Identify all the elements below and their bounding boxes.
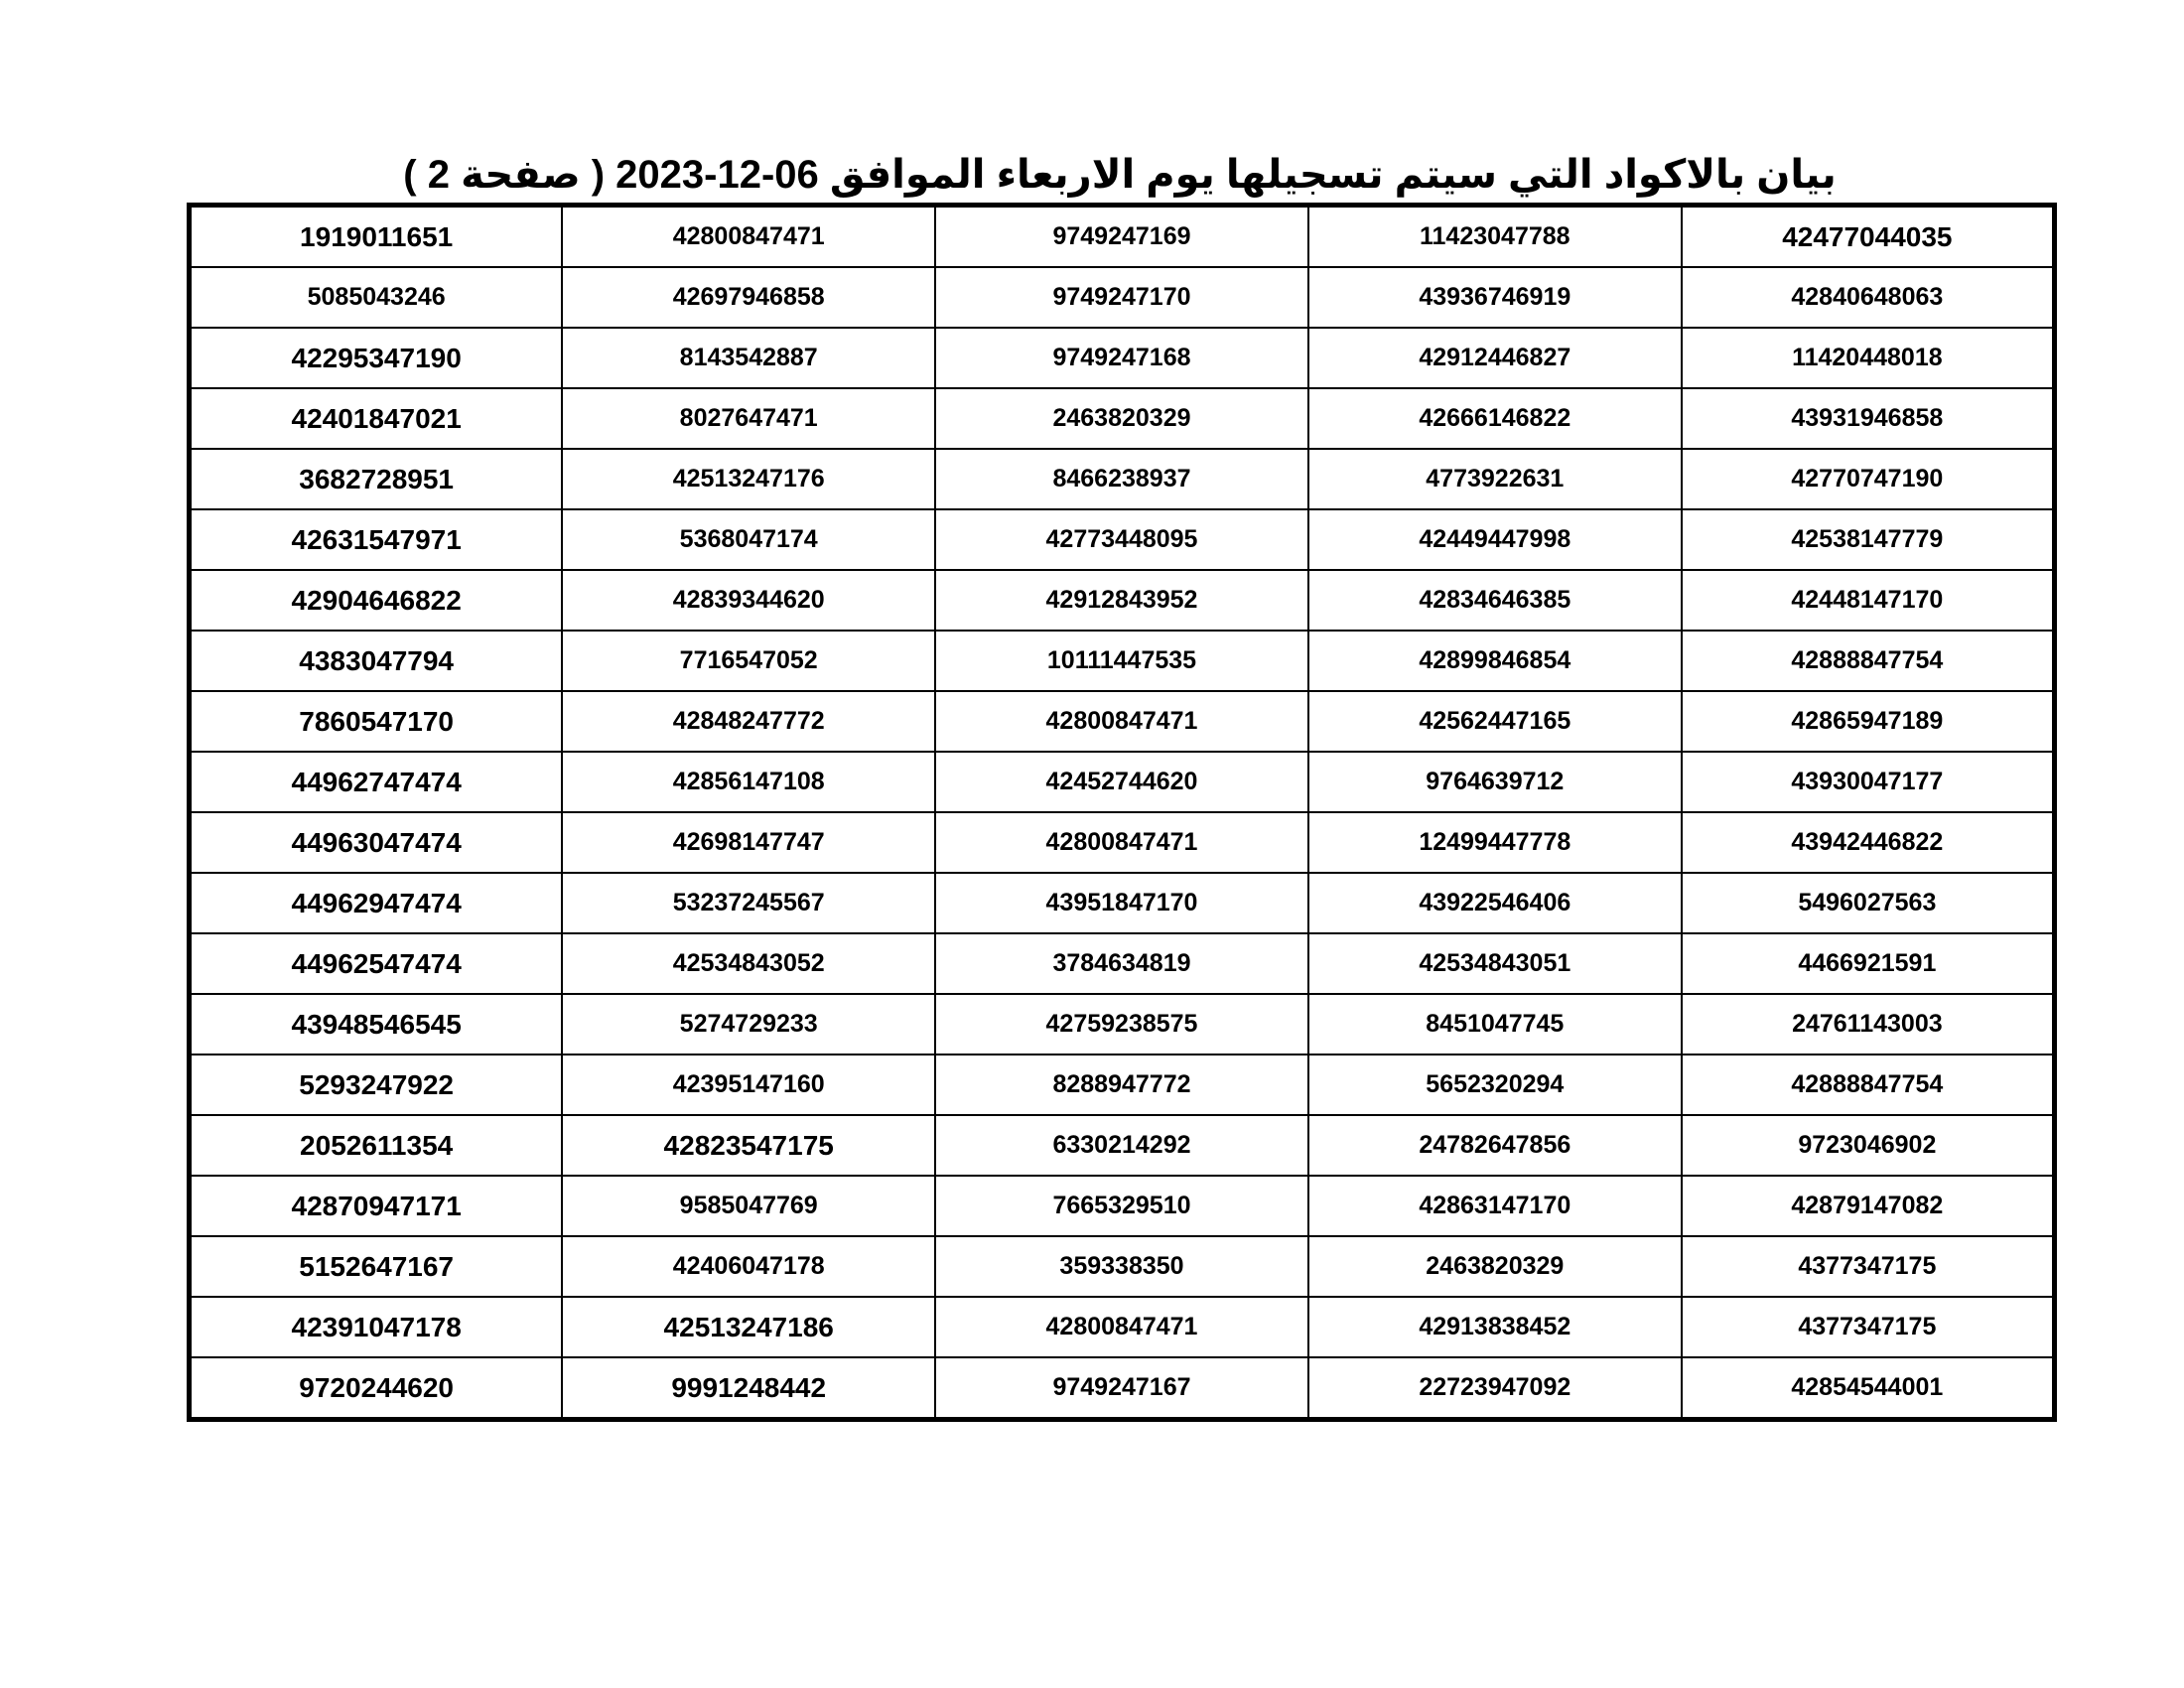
table-cell: 3682728951: [190, 449, 563, 509]
table-cell: 5368047174: [562, 509, 935, 570]
table-row: [190, 1236, 2055, 1297]
table-cell: 42904646822: [190, 570, 563, 631]
table-cell: 43922546406: [1308, 873, 1682, 933]
table-cell: 8143542887: [562, 328, 935, 388]
table-cell: 42406047178: [562, 1236, 935, 1297]
table-cell: 6330214292: [935, 1115, 1308, 1176]
table-cell: 9723046902: [1682, 1115, 2055, 1176]
table-row: [190, 449, 2055, 509]
table-cell: 42840648063: [1682, 267, 2055, 328]
table-cell: 42452744620: [935, 752, 1308, 812]
table-cell: 44963047474: [190, 812, 563, 873]
table-cell: 1919011651: [190, 206, 563, 268]
table-cell: 42800847471: [562, 206, 935, 268]
table-cell: 8288947772: [935, 1055, 1308, 1115]
table-cell: 44962547474: [190, 933, 563, 994]
table-cell: 8451047745: [1308, 994, 1682, 1055]
table-cell: 4383047794: [190, 631, 563, 691]
table-row: [190, 388, 2055, 449]
codes-table-body: [190, 206, 2055, 1420]
table-row: [190, 933, 2055, 994]
table-row: [190, 570, 2055, 631]
table-row: [190, 994, 2055, 1055]
table-cell: 4377347175: [1682, 1236, 2055, 1297]
table-row: [190, 631, 2055, 691]
table-cell: 359338350: [935, 1236, 1308, 1297]
table-cell: 10111447535: [935, 631, 1308, 691]
table-cell: 42912843952: [935, 570, 1308, 631]
table-cell: 42534843052: [562, 933, 935, 994]
table-cell: 42834646385: [1308, 570, 1682, 631]
table-cell: 42562447165: [1308, 691, 1682, 752]
table-cell: 42534843051: [1308, 933, 1682, 994]
table-cell: 9749247167: [935, 1357, 1308, 1420]
table-cell: 43936746919: [1308, 267, 1682, 328]
table-cell: 2463820329: [1308, 1236, 1682, 1297]
table-row: [190, 206, 2055, 268]
table-cell: 42823547175: [562, 1115, 935, 1176]
table-cell: 9749247170: [935, 267, 1308, 328]
table-cell: 42800847471: [935, 691, 1308, 752]
table-cell: 42770747190: [1682, 449, 2055, 509]
table-cell: 5652320294: [1308, 1055, 1682, 1115]
table-cell: 42513247186: [562, 1297, 935, 1357]
table-cell: 24782647856: [1308, 1115, 1682, 1176]
table-cell: 7665329510: [935, 1176, 1308, 1236]
table-cell: 42449447998: [1308, 509, 1682, 570]
table-cell: 42856147108: [562, 752, 935, 812]
table-cell: 8466238937: [935, 449, 1308, 509]
page-title: بيان بالاكواد التي سيتم تسجيلها يوم الاربعاء الموافق 06-12-2023 ( صفحة 2 ): [403, 153, 1837, 197]
table-cell: 42888847754: [1682, 1055, 2055, 1115]
table-cell: 4377347175: [1682, 1297, 2055, 1357]
table-cell: 42295347190: [190, 328, 563, 388]
table-cell: 42666146822: [1308, 388, 1682, 449]
table-cell: 43951847170: [935, 873, 1308, 933]
table-cell: 8027647471: [562, 388, 935, 449]
table-row: [190, 752, 2055, 812]
table-cell: 44962747474: [190, 752, 563, 812]
table-cell: 11420448018: [1682, 328, 2055, 388]
table-cell: 42401847021: [190, 388, 563, 449]
table-cell: 42697946858: [562, 267, 935, 328]
table-cell: 44962947474: [190, 873, 563, 933]
table-cell: 42448147170: [1682, 570, 2055, 631]
table-row: [190, 691, 2055, 752]
table-cell: 9764639712: [1308, 752, 1682, 812]
table-cell: 42912446827: [1308, 328, 1682, 388]
table-cell: 43930047177: [1682, 752, 2055, 812]
table-cell: 42848247772: [562, 691, 935, 752]
table-cell: 3784634819: [935, 933, 1308, 994]
table-cell: 2052611354: [190, 1115, 563, 1176]
table-cell: 43948546545: [190, 994, 563, 1055]
table-cell: 42863147170: [1308, 1176, 1682, 1236]
table-cell: 9991248442: [562, 1357, 935, 1420]
table-row: [190, 1055, 2055, 1115]
table-cell: 43931946858: [1682, 388, 2055, 449]
table-cell: 42879147082: [1682, 1176, 2055, 1236]
codes-table: [187, 203, 2057, 1422]
table-cell: 42759238575: [935, 994, 1308, 1055]
table-cell: 42913838452: [1308, 1297, 1682, 1357]
table-cell: 9749247169: [935, 206, 1308, 268]
table-cell: 24761143003: [1682, 994, 2055, 1055]
table-row: [190, 873, 2055, 933]
table-cell: 5085043246: [190, 267, 563, 328]
table-cell: 53237245567: [562, 873, 935, 933]
table-cell: 42698147747: [562, 812, 935, 873]
table-cell: 5274729233: [562, 994, 935, 1055]
table-row: [190, 509, 2055, 570]
table-cell: 42391047178: [190, 1297, 563, 1357]
table-cell: 42773448095: [935, 509, 1308, 570]
table-cell: 9720244620: [190, 1357, 563, 1420]
table-cell: 42899846854: [1308, 631, 1682, 691]
table-cell: 42854544001: [1682, 1357, 2055, 1420]
table-cell: 2463820329: [935, 388, 1308, 449]
table-cell: 12499447778: [1308, 812, 1682, 873]
table-cell: 42865947189: [1682, 691, 2055, 752]
table-cell: 42800847471: [935, 812, 1308, 873]
table-row: [190, 812, 2055, 873]
table-cell: 4773922631: [1308, 449, 1682, 509]
table-row: [190, 328, 2055, 388]
table-cell: 42513247176: [562, 449, 935, 509]
table-row: [190, 1297, 2055, 1357]
table-cell: 43942446822: [1682, 812, 2055, 873]
table-cell: 9585047769: [562, 1176, 935, 1236]
table-row: [190, 1357, 2055, 1420]
table-cell: 42870947171: [190, 1176, 563, 1236]
table-cell: 42839344620: [562, 570, 935, 631]
table-row: [190, 1115, 2055, 1176]
table-cell: 7716547052: [562, 631, 935, 691]
table-row: [190, 1176, 2055, 1236]
table-cell: 5496027563: [1682, 873, 2055, 933]
table-cell: 5293247922: [190, 1055, 563, 1115]
table-cell: 42631547971: [190, 509, 563, 570]
table-cell: 42395147160: [562, 1055, 935, 1115]
table-row: [190, 267, 2055, 328]
table-cell: 42477044035: [1682, 206, 2055, 268]
table-cell: 4466921591: [1682, 933, 2055, 994]
table-cell: 5152647167: [190, 1236, 563, 1297]
table-cell: 11423047788: [1308, 206, 1682, 268]
table-cell: 42888847754: [1682, 631, 2055, 691]
table-cell: 42800847471: [935, 1297, 1308, 1357]
table-cell: 7860547170: [190, 691, 563, 752]
table-cell: 42538147779: [1682, 509, 2055, 570]
table-cell: 9749247168: [935, 328, 1308, 388]
table-cell: 22723947092: [1308, 1357, 1682, 1420]
